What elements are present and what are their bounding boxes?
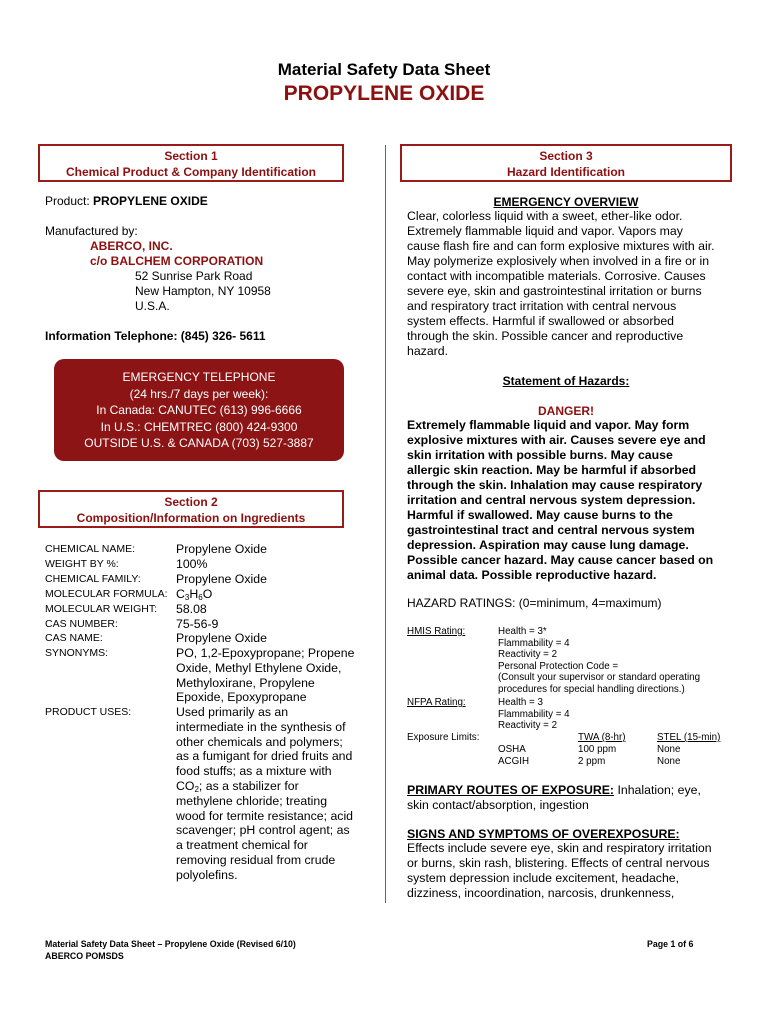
address-line: New Hampton, NY 10958 xyxy=(135,284,271,298)
formula-value: $C_3H_6O$ xyxy=(176,587,213,602)
nfpa-label: NFPA Rating: xyxy=(407,697,466,708)
primary-routes-title: PRIMARY ROUTES OF EXPOSURE: xyxy=(407,783,615,797)
family-label: CHEMICAL FAMILY: xyxy=(45,573,141,585)
cas-number-label: CAS NUMBER: xyxy=(45,618,118,630)
emergency-overview-text: Clear, colorless liquid with a sweet, ether-like odor. Extremely flammable liquid and vapor. Vapors may cause flash fire and can form explosive mixtures with air. May polymerize explosively when involved in a fire or in contact with incompatible materials. Corrosive. Causes severe eye, skin and gastrointestinal irritation or burns and respiratory tract irritation with central nervous system effects. Harmful if swallowed or absorbed through the skin. Possible cancer and reproductive hazard. xyxy=(407,209,715,358)
product-line xyxy=(45,194,208,209)
nfpa-values: Health = 3 Flammability = 4 Reactivity = 2 xyxy=(498,697,570,732)
statement-of-hazards-title: Statement of Hazards: xyxy=(502,374,630,388)
company-co: c/o BALCHEM CORPORATION xyxy=(90,254,264,268)
hazard-ratings-title: HAZARD RATINGS: (0=minimum, 4=maximum) xyxy=(407,596,662,610)
footer-page-number: Page 1 of 6 xyxy=(647,939,694,949)
section-3-number: Section 3 xyxy=(539,149,593,163)
signs-symptoms-text: Effects include severe eye, skin and respiratory irritation or burns, skin rash, blistering. Effects of central nervous system depression include excitement, headache, dizziness, incoordination, narcosis, drunkenness, xyxy=(407,841,712,900)
formula-label: MOLECULAR FORMULA: xyxy=(45,588,168,600)
section-3-header xyxy=(400,144,732,182)
section-1-number: Section 1 xyxy=(164,149,218,163)
mol-weight-label: MOLECULAR WEIGHT: xyxy=(45,603,158,615)
hmis-label: HMIS Rating: xyxy=(407,626,466,637)
footer-title: Material Safety Data Sheet – Propylene Oxide (Revised 6/10) xyxy=(45,939,296,949)
emergency-line: In Canada: CANUTEC (613) 996-6666 xyxy=(96,403,302,417)
section-1-header xyxy=(38,144,344,182)
section-2-title: Composition/Information on Ingredients xyxy=(76,511,306,525)
document-title: Material Safety Data Sheet xyxy=(277,60,491,79)
primary-routes: PRIMARY ROUTES OF EXPOSURE: Inhalation; eye, skin contact/absorption, ingestion xyxy=(407,783,701,812)
synonyms-value: PO, 1,2-Epoxypropane; Propene Oxide, Methyl Ethylene Oxide, Methyloxirane, Propylene Epoxide, Epoxypropane xyxy=(176,646,355,705)
address-line: U.S.A. xyxy=(135,299,170,313)
exposure-twa: 2 ppm xyxy=(578,756,606,767)
weight-value: 100% xyxy=(176,557,208,571)
exposure-twa: 100 ppm xyxy=(578,744,617,755)
address-line: 52 Sunrise Park Road xyxy=(135,269,253,283)
synonyms-label: SYNONYMS: xyxy=(45,647,109,659)
emergency-line: (24 hrs./7 days per week): xyxy=(129,386,269,401)
exposure-agency: ACGIH xyxy=(498,756,530,767)
emergency-line: OUTSIDE U.S. & CANADA (703) 527-3887 xyxy=(84,436,314,450)
product-value: PROPYLENE OXIDE xyxy=(93,194,208,208)
cas-name-label: CAS NAME: xyxy=(45,632,103,644)
stel-header: STEL (15-min) xyxy=(657,732,721,743)
cas-number-value: 75-56-9 xyxy=(176,617,219,631)
emergency-line: In U.S.: CHEMTREC (800) 424-9300 xyxy=(100,419,298,434)
emergency-telephone-box xyxy=(54,359,344,461)
danger-label: DANGER! xyxy=(538,404,594,418)
section-3-title: Hazard Identification xyxy=(506,165,625,179)
section-2-number: Section 2 xyxy=(164,495,218,509)
mol-weight-value: 58.08 xyxy=(176,602,207,616)
exposure-stel: None xyxy=(657,756,681,767)
column-divider xyxy=(385,145,386,903)
twa-header: TWA (8-hr) xyxy=(578,732,626,743)
product-uses-label: PRODUCT USES: xyxy=(45,706,132,718)
exposure-stel: None xyxy=(657,744,681,755)
company-name: ABERCO, INC. xyxy=(90,239,173,253)
family-value: Propylene Oxide xyxy=(176,572,267,586)
chemical-name-label: CHEMICAL NAME: xyxy=(45,543,136,555)
danger-statements: Extremely flammable liquid and vapor. May form explosive mixtures with air. Causes severe eye and skin irritation with possible burns. May cause allergic skin reaction. May be harmful if absorbed through the skin. Inhalation may cause respiratory irritation and central nervous system depression. Harmful if swallowed. May cause burns to the gastrointestinal tract and central nervous system depression. Aspiration may cause lung damage. Possible cancer hazard. May cause cancer based on animal data. Possible reproductive hazard. xyxy=(407,418,714,582)
product-label: Product: xyxy=(45,194,90,208)
emergency-line: EMERGENCY TELEPHONE xyxy=(122,370,276,384)
signs-symptoms-title: SIGNS AND SYMPTOMS OF OVEREXPOSURE: xyxy=(407,827,680,841)
weight-label: WEIGHT BY %: xyxy=(45,558,119,570)
emergency-overview-title: EMERGENCY OVERVIEW xyxy=(493,195,639,209)
chemical-name-value: Propylene Oxide xyxy=(176,542,267,556)
product-uses-value: Used primarily as an intermediate in the synthesis of other chemicals and polymers; as a fumigant for dried fruits and food stuffs; as a mixture with $CO_2$; as a stabilizer for methylene chloride; treating wood for termite resistance; acid scavenger; pH control agent; as a treatment chemical for removing residual from crude polyolefins. xyxy=(176,705,354,882)
hmis-values: Health = 3* Flammability = 4 Reactivity = 2 Personal Protection Code = (Consult your supervisor or standard operating procedures for special handling directions.) xyxy=(498,626,701,695)
exposure-limits-label: Exposure Limits: xyxy=(407,732,480,743)
footer-code: ABERCO POMSDS xyxy=(45,951,124,961)
cas-name-value: Propylene Oxide xyxy=(176,631,267,645)
exposure-agency: OSHA xyxy=(498,744,526,755)
section-2-header xyxy=(38,490,344,528)
manufactured-by-label: Manufactured by: xyxy=(45,224,138,238)
information-telephone: Information Telephone: (845) 326- 5611 xyxy=(45,329,266,343)
section-1-title: Chemical Product & Company Identification xyxy=(65,165,317,179)
product-title: PROPYLENE OXIDE xyxy=(283,82,485,105)
